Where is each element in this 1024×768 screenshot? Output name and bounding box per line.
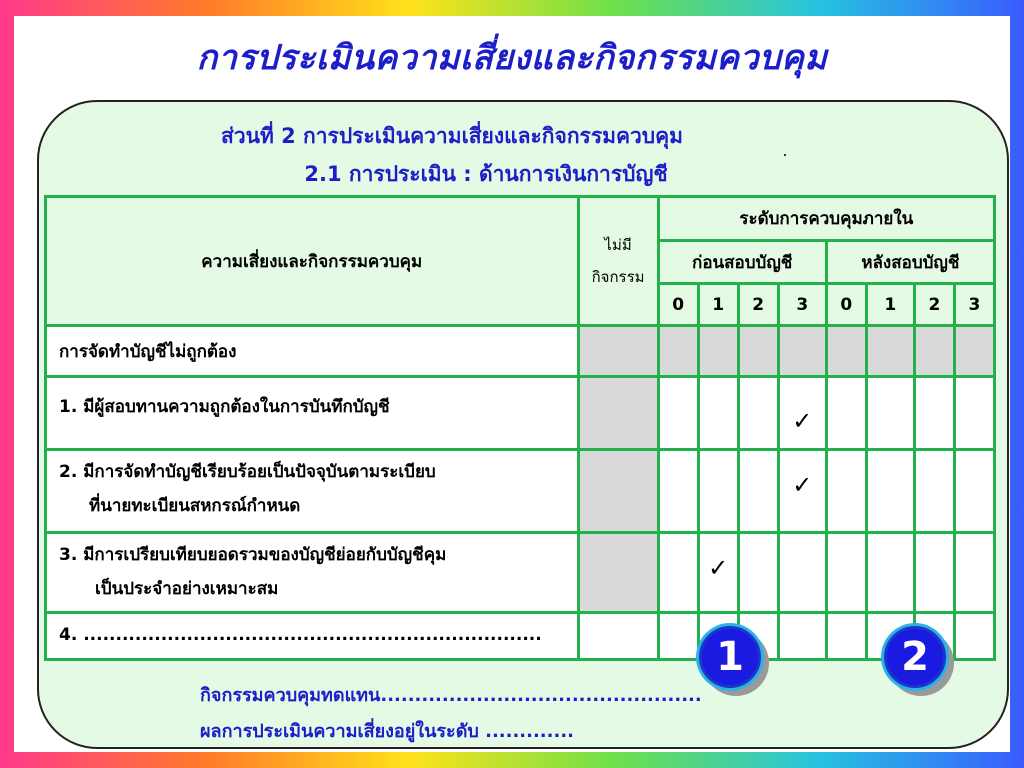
header-no-activity-line1: ไม่มี (604, 236, 632, 255)
level-cell[interactable] (954, 613, 994, 660)
level-cell[interactable] (698, 449, 738, 532)
level-cell[interactable] (954, 376, 994, 449)
level-cell[interactable] (738, 449, 778, 532)
section-cell (658, 326, 698, 377)
section-cell (826, 326, 866, 377)
level-cell[interactable] (778, 613, 826, 660)
row-label-line2: ที่นายทะเบียนสหกรณ์กำหนด (89, 495, 301, 516)
section-cell (578, 326, 658, 377)
badge-before-audit: 1 (699, 626, 761, 688)
check-mark[interactable]: ✓ (778, 449, 826, 532)
row-label (46, 376, 579, 449)
row-label-line1: 3. มีการเปรียบเทียบยอดรวมของบัญชีย่อยกับบัญชีคุม (59, 544, 447, 565)
table-row (46, 449, 995, 532)
level-header-before-3: 3 (778, 283, 826, 325)
level-cell[interactable] (954, 449, 994, 532)
section-cell (954, 326, 994, 377)
section-row-label: การจัดทำบัญชีไม่ถูกต้อง (46, 326, 579, 377)
section-cell (778, 326, 826, 377)
row-label-line1: 1. มีผู้สอบทานความถูกต้องในการบันทึกบัญชี (59, 396, 390, 417)
row-label-line1: 2. มีการจัดทำบัญชีเรียบร้อยเป็นปัจจุบันตามระเบียบ (59, 461, 436, 482)
no-activity-cell (578, 532, 658, 613)
level-cell[interactable] (866, 532, 914, 613)
level-cell[interactable] (698, 376, 738, 449)
level-header-after-1: 1 (866, 283, 914, 325)
level-cell[interactable] (914, 532, 954, 613)
section-heading: ส่วนที่ 2 การประเมินความเสี่ยงและกิจกรรมควบคุม (221, 124, 683, 148)
level-cell[interactable] (658, 532, 698, 613)
level-cell[interactable] (826, 613, 866, 660)
table-row (46, 532, 995, 613)
section-cell (866, 326, 914, 377)
level-header-before-1: 1 (698, 283, 738, 325)
section-row (46, 326, 995, 377)
no-activity-cell[interactable] (578, 613, 658, 660)
section-cell (914, 326, 954, 377)
level-cell[interactable] (826, 376, 866, 449)
level-header-before-2: 2 (738, 283, 778, 325)
slide-title: การประเมินความเสี่ยงและกิจกรรมควบคุม (196, 38, 828, 78)
row-label-line1: 4. ....................................................................... (59, 625, 542, 646)
header-no-activity (578, 197, 658, 326)
level-cell[interactable] (914, 376, 954, 449)
assessment-table (44, 195, 996, 661)
row-label-line2: เป็นประจำอย่างเหมาะสม (95, 578, 279, 599)
row-label (46, 532, 579, 613)
level-cell[interactable] (826, 532, 866, 613)
check-mark[interactable]: ✓ (778, 376, 826, 449)
level-header-after-3: 3 (954, 283, 994, 325)
header-after-audit: หลังสอบบัญชี (826, 241, 994, 283)
check-mark[interactable]: ✓ (698, 532, 738, 613)
no-activity-cell (578, 449, 658, 532)
risk-level-line: ผลการประเมินความเสี่ยงอยู่ในระดับ ............. (200, 721, 574, 742)
level-header-after-0: 0 (826, 283, 866, 325)
level-cell[interactable] (658, 449, 698, 532)
row-label (46, 449, 579, 532)
header-control-level: ระดับการควบคุมภายใน (658, 197, 994, 241)
level-header-before-0: 0 (658, 283, 698, 325)
section-cell (698, 326, 738, 377)
level-cell[interactable] (738, 376, 778, 449)
subsection-heading: 2.1 การประเมิน : ด้านการเงินการบัญชี (304, 162, 668, 186)
no-activity-cell (578, 376, 658, 449)
level-cell[interactable] (658, 613, 698, 660)
stray-dot (784, 154, 786, 156)
level-cell[interactable] (866, 449, 914, 532)
header-before-audit: ก่อนสอบบัญชี (658, 241, 826, 283)
section-cell (738, 326, 778, 377)
level-header-after-2: 2 (914, 283, 954, 325)
level-cell[interactable] (658, 376, 698, 449)
level-cell[interactable] (914, 449, 954, 532)
table-row (46, 376, 995, 449)
level-cell[interactable] (778, 532, 826, 613)
level-cell[interactable] (954, 532, 994, 613)
table-row (46, 613, 995, 660)
level-cell[interactable] (826, 449, 866, 532)
badge-after-audit: 2 (884, 626, 946, 688)
header-no-activity-line2: กิจกรรม (591, 268, 645, 287)
row-label (46, 613, 579, 660)
header-risk: ความเสี่ยงและกิจกรรมควบคุม (46, 197, 579, 326)
level-cell[interactable] (738, 532, 778, 613)
level-cell[interactable] (866, 376, 914, 449)
compensating-control-line: กิจกรรมควบคุมทดแทน............................................... (200, 685, 702, 706)
